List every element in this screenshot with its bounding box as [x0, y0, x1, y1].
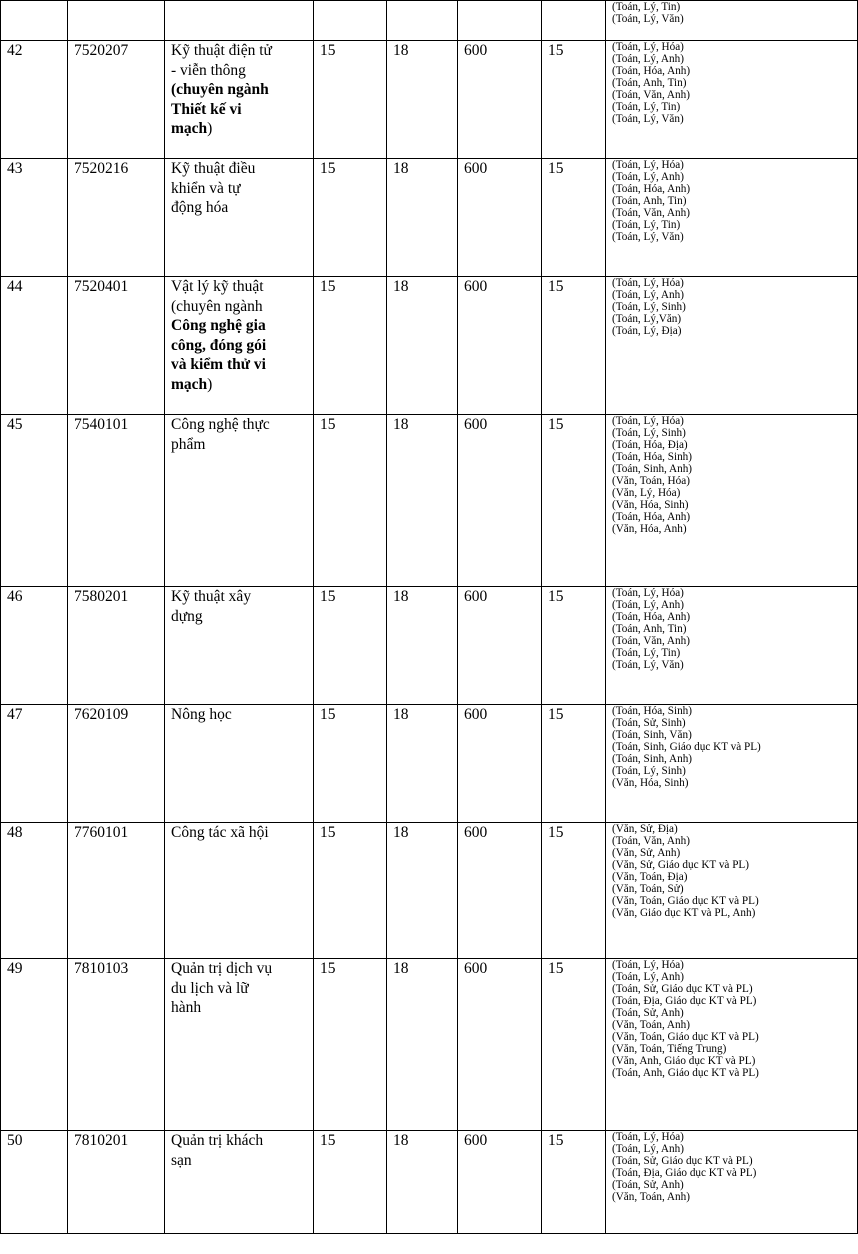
program-name-text: phẩm	[171, 435, 206, 453]
program-name-text: Công tác xã hội	[171, 824, 269, 841]
cell-subject-combos	[606, 415, 858, 587]
subject-combo: (Văn, Lý, Hóa)	[612, 487, 681, 499]
program-name-text: hành	[171, 999, 202, 1017]
subject-combo: (Toán, Lý, Sinh)	[612, 301, 686, 313]
subject-combo: (Toán, Anh, Tin)	[612, 195, 687, 207]
subject-combo: (Toán, Anh, Giáo dục KT và PL)	[612, 1067, 759, 1079]
table-row	[1, 823, 858, 959]
program-name-line	[171, 1131, 307, 1151]
cell-stt	[1, 1, 68, 41]
cell-value-3: 600	[458, 159, 542, 277]
subject-combo: (Văn, Toán, Giáo dục KT và PL)	[612, 1031, 759, 1043]
program-name-text: mạch	[171, 120, 208, 138]
cell-subject-combos	[606, 159, 858, 277]
subject-combo: (Toán, Lý, Văn)	[612, 231, 684, 243]
cell-value-2	[387, 1, 458, 41]
subject-combo: (Toán, Lý, Anh)	[612, 971, 684, 983]
cell-value-2: 18	[387, 823, 458, 959]
program-name-text: Thiết kế vi	[171, 100, 242, 118]
cell-program-name	[165, 959, 314, 1131]
cell-value-3: 600	[458, 705, 542, 823]
subject-combo: (Toán, Sinh, Văn)	[612, 729, 692, 741]
subject-combo: (Toán, Hóa, Địa)	[612, 439, 688, 451]
subject-combo: (Toán, Lý, Hóa)	[612, 277, 684, 289]
cell-value-3: 600	[458, 959, 542, 1131]
cell-value-2: 18	[387, 705, 458, 823]
cell-value-2: 18	[387, 959, 458, 1131]
program-name-line	[171, 316, 307, 336]
cell-value-2: 18	[387, 277, 458, 415]
cell-value-1: 15	[314, 41, 387, 159]
cell-program-name	[165, 1, 314, 41]
program-name-line	[171, 607, 307, 627]
subject-combo: (Toán, Hóa, Anh)	[612, 65, 691, 77]
subject-combo: (Toán, Hóa, Anh)	[612, 183, 691, 195]
cell-subject-combos	[606, 1, 858, 41]
program-name-text: Công nghệ thực	[171, 416, 270, 433]
cell-value-2: 18	[387, 415, 458, 587]
subject-combo: (Toán, Lý,Văn)	[612, 313, 682, 325]
program-name-line	[171, 61, 307, 81]
cell-stt: 47	[1, 705, 68, 823]
cell-stt: 50	[1, 1131, 68, 1234]
cell-subject-combos	[606, 705, 858, 823]
cell-value-3: 600	[458, 587, 542, 705]
subject-combo: (Toán, Văn, Anh)	[612, 207, 690, 219]
table-body	[1, 1, 858, 1234]
cell-value-3: 600	[458, 277, 542, 415]
subject-combo: (Toán, Lý, Anh)	[612, 53, 684, 65]
cell-value-2: 18	[387, 1131, 458, 1234]
table-row	[1, 41, 858, 159]
subject-combo: (Văn, Toán, Anh)	[612, 1019, 690, 1031]
program-name-text: Nông học	[171, 706, 232, 723]
table-row	[1, 959, 858, 1131]
subject-combo: (Toán, Lý, Hóa)	[612, 41, 684, 53]
cell-value-3	[458, 1, 542, 41]
subject-combo: (Toán, Sử, Giáo dục KT và PL)	[612, 1155, 753, 1167]
program-name-text: khiển và tự	[171, 179, 241, 197]
cell-stt: 44	[1, 277, 68, 415]
cell-value-1: 15	[314, 415, 387, 587]
program-name-line	[171, 100, 307, 120]
cell-value-1: 15	[314, 587, 387, 705]
subject-combo: (Toán, Anh, Tin)	[612, 77, 687, 89]
subject-combo: (Toán, Anh, Tin)	[612, 623, 687, 635]
cell-code: 7520401	[68, 277, 165, 415]
program-name-line	[171, 435, 307, 455]
cell-value-1: 15	[314, 1131, 387, 1234]
cell-code: 7520216	[68, 159, 165, 277]
cell-value-3: 600	[458, 41, 542, 159]
program-name-text: công, đóng gói	[171, 336, 267, 354]
cell-subject-combos	[606, 587, 858, 705]
cell-value-1: 15	[314, 823, 387, 959]
subject-combo: (Văn, Hóa, Anh)	[612, 523, 687, 535]
cell-value-1: 15	[314, 277, 387, 415]
program-name-line	[171, 979, 307, 999]
cell-value-4: 15	[542, 1131, 606, 1234]
subject-combo: (Toán, Lý, Văn)	[612, 13, 684, 25]
program-name-text: (chuyên ngành	[171, 297, 263, 315]
subject-combo: (Toán, Sinh, Anh)	[612, 753, 693, 765]
subject-combo: (Toán, Sử, Giáo dục KT và PL)	[612, 983, 753, 995]
cell-value-4: 15	[542, 41, 606, 159]
cell-value-1	[314, 1, 387, 41]
subject-combo: (Toán, Sử, Anh)	[612, 1007, 684, 1019]
subject-combo: (Toán, Hóa, Anh)	[612, 611, 691, 623]
program-name-text: - viễn thông	[171, 61, 246, 79]
cell-value-2: 18	[387, 41, 458, 159]
subject-combo: (Toán, Hóa, Anh)	[612, 511, 691, 523]
cell-value-3: 600	[458, 823, 542, 959]
program-name-line	[171, 179, 307, 199]
cell-value-1: 15	[314, 959, 387, 1131]
cell-value-1: 15	[314, 159, 387, 277]
subject-combo: (Văn, Toán, Sử)	[612, 883, 684, 895]
cell-value-2: 18	[387, 587, 458, 705]
subject-combo: (Toán, Lý, Hóa)	[612, 415, 684, 427]
subject-combo: (Toán, Lý, Tin)	[612, 647, 681, 659]
program-name-text: động hóa	[171, 199, 229, 217]
subject-combo: (Toán, Lý, Hóa)	[612, 959, 684, 971]
program-name-line	[171, 998, 307, 1018]
program-name-line	[171, 198, 307, 218]
table-row	[1, 1131, 858, 1234]
program-name-text: Quản trị khách	[171, 1132, 264, 1149]
subject-combo: (Văn, Toán, Tiếng Trung)	[612, 1043, 727, 1055]
subject-combo: (Toán, Văn, Anh)	[612, 635, 690, 647]
cell-value-3: 600	[458, 415, 542, 587]
cell-code: 7760101	[68, 823, 165, 959]
subject-combo: (Toán, Hóa, Sinh)	[612, 705, 692, 717]
subject-combo: (Toán, Địa, Giáo dục KT và PL)	[612, 1167, 757, 1179]
program-name-line	[171, 41, 307, 61]
cell-program-name	[165, 41, 314, 159]
cell-program-name	[165, 587, 314, 705]
cell-code: 7810103	[68, 959, 165, 1131]
subject-combo: (Toán, Sinh, Anh)	[612, 463, 693, 475]
program-name-tail: )	[207, 375, 213, 393]
cell-stt: 43	[1, 159, 68, 277]
subject-combo: (Toán, Lý, Hóa)	[612, 1131, 684, 1143]
program-name-text: Công nghệ gia	[171, 317, 266, 335]
subject-combo: (Toán, Lý, Anh)	[612, 171, 684, 183]
table-row	[1, 415, 858, 587]
subject-combo: (Toán, Lý, Văn)	[612, 659, 684, 671]
program-name-tail: )	[207, 120, 213, 138]
subject-combo: (Toán, Địa, Giáo dục KT và PL)	[612, 995, 757, 1007]
subject-combo: (Toán, Lý, Tin)	[612, 101, 681, 113]
subject-combo: (Văn, Toán, Giáo dục KT và PL)	[612, 895, 759, 907]
subject-combo: (Văn, Sử, Địa)	[612, 823, 678, 835]
cell-value-4: 15	[542, 587, 606, 705]
subject-combo: (Toán, Sử, Anh)	[612, 1179, 684, 1191]
cell-program-name	[165, 159, 314, 277]
cell-subject-combos	[606, 959, 858, 1131]
program-name-line	[171, 336, 307, 356]
cell-stt: 45	[1, 415, 68, 587]
cell-program-name	[165, 277, 314, 415]
subject-combo: (Toán, Văn, Anh)	[612, 835, 690, 847]
cell-subject-combos	[606, 277, 858, 415]
table-row	[1, 159, 858, 277]
subject-combo: (Văn, Sử, Anh)	[612, 847, 681, 859]
program-name-text: dựng	[171, 607, 203, 625]
subject-combo: (Văn, Sử, Giáo dục KT và PL)	[612, 859, 749, 871]
cell-subject-combos	[606, 823, 858, 959]
subject-combo: (Văn, Anh, Giáo dục KT và PL)	[612, 1055, 756, 1067]
program-name-line	[171, 959, 307, 979]
program-name-line	[171, 375, 307, 395]
subject-combo: (Văn, Toán, Anh)	[612, 1191, 690, 1203]
table-row	[1, 1, 858, 41]
cell-code: 7580201	[68, 587, 165, 705]
cell-value-4: 15	[542, 277, 606, 415]
subject-combo: (Toán, Lý, Văn)	[612, 113, 684, 125]
program-name-line	[171, 80, 307, 100]
cell-value-4: 15	[542, 159, 606, 277]
program-name-line	[171, 415, 307, 435]
table-row	[1, 705, 858, 823]
cell-subject-combos	[606, 41, 858, 159]
subject-combo: (Toán, Lý, Anh)	[612, 289, 684, 301]
cell-value-4	[542, 1, 606, 41]
subject-combo: (Toán, Hóa, Sinh)	[612, 451, 692, 463]
program-name-text: Kỹ thuật điện tử	[171, 42, 272, 59]
program-name-line	[171, 119, 307, 139]
cell-stt: 49	[1, 959, 68, 1131]
subject-combo: (Văn, Hóa, Sinh)	[612, 777, 689, 789]
program-name-line	[171, 705, 307, 725]
cell-code: 7520207	[68, 41, 165, 159]
subject-combo: (Toán, Sinh, Giáo dục KT và PL)	[612, 741, 761, 753]
program-name-line	[171, 277, 307, 297]
subject-combo: (Văn, Toán, Hóa)	[612, 475, 690, 487]
program-name-line	[171, 587, 307, 607]
cell-stt: 46	[1, 587, 68, 705]
subject-combo: (Văn, Giáo dục KT và PL, Anh)	[612, 907, 756, 919]
subject-combo: (Toán, Lý, Anh)	[612, 1143, 684, 1155]
program-name-line	[171, 355, 307, 375]
program-name-text: Kỹ thuật điều	[171, 160, 256, 177]
program-name-text: Kỹ thuật xây	[171, 588, 252, 605]
program-name-text: mạch	[171, 375, 208, 393]
program-name-text: (chuyên ngành	[171, 81, 269, 99]
cell-program-name	[165, 823, 314, 959]
subject-combo: (Toán, Lý, Tin)	[612, 1, 681, 13]
program-name-line	[171, 823, 307, 843]
subject-combo: (Toán, Lý, Hóa)	[612, 587, 684, 599]
subject-combo: (Toán, Lý, Anh)	[612, 599, 684, 611]
cell-subject-combos	[606, 1131, 858, 1234]
subject-combo: (Toán, Văn, Anh)	[612, 89, 690, 101]
program-name-line	[171, 1151, 307, 1171]
cell-value-1: 15	[314, 705, 387, 823]
program-name-line	[171, 159, 307, 179]
table-row	[1, 277, 858, 415]
cell-stt: 48	[1, 823, 68, 959]
program-name-text: Vật lý kỹ thuật	[171, 278, 264, 295]
cell-value-4: 15	[542, 959, 606, 1131]
cell-code	[68, 1, 165, 41]
program-name-text: Quản trị dịch vụ	[171, 960, 273, 977]
program-name-text: sạn	[171, 1151, 192, 1169]
cell-code: 7620109	[68, 705, 165, 823]
cell-value-4: 15	[542, 415, 606, 587]
cell-code: 7540101	[68, 415, 165, 587]
cell-stt: 42	[1, 41, 68, 159]
table-row	[1, 587, 858, 705]
cell-program-name	[165, 705, 314, 823]
subject-combo: (Toán, Lý, Tin)	[612, 219, 681, 231]
cell-value-4: 15	[542, 705, 606, 823]
program-name-line	[171, 297, 307, 317]
subject-combo: (Toán, Lý, Địa)	[612, 325, 682, 337]
subject-combo: (Toán, Sử, Sinh)	[612, 717, 686, 729]
cell-value-2: 18	[387, 159, 458, 277]
subject-combo: (Toán, Lý, Hóa)	[612, 159, 684, 171]
subject-combo: (Văn, Toán, Địa)	[612, 871, 688, 883]
cell-value-4: 15	[542, 823, 606, 959]
subject-combo: (Toán, Lý, Sinh)	[612, 765, 686, 777]
cell-program-name	[165, 1131, 314, 1234]
cell-program-name	[165, 415, 314, 587]
program-name-text: du lịch và lữ	[171, 979, 249, 997]
cell-code: 7810201	[68, 1131, 165, 1234]
cell-value-3: 600	[458, 1131, 542, 1234]
program-name-text: và kiểm thử vi	[171, 356, 266, 374]
subject-combo: (Văn, Hóa, Sinh)	[612, 499, 689, 511]
subject-combo: (Toán, Lý, Sinh)	[612, 427, 686, 439]
